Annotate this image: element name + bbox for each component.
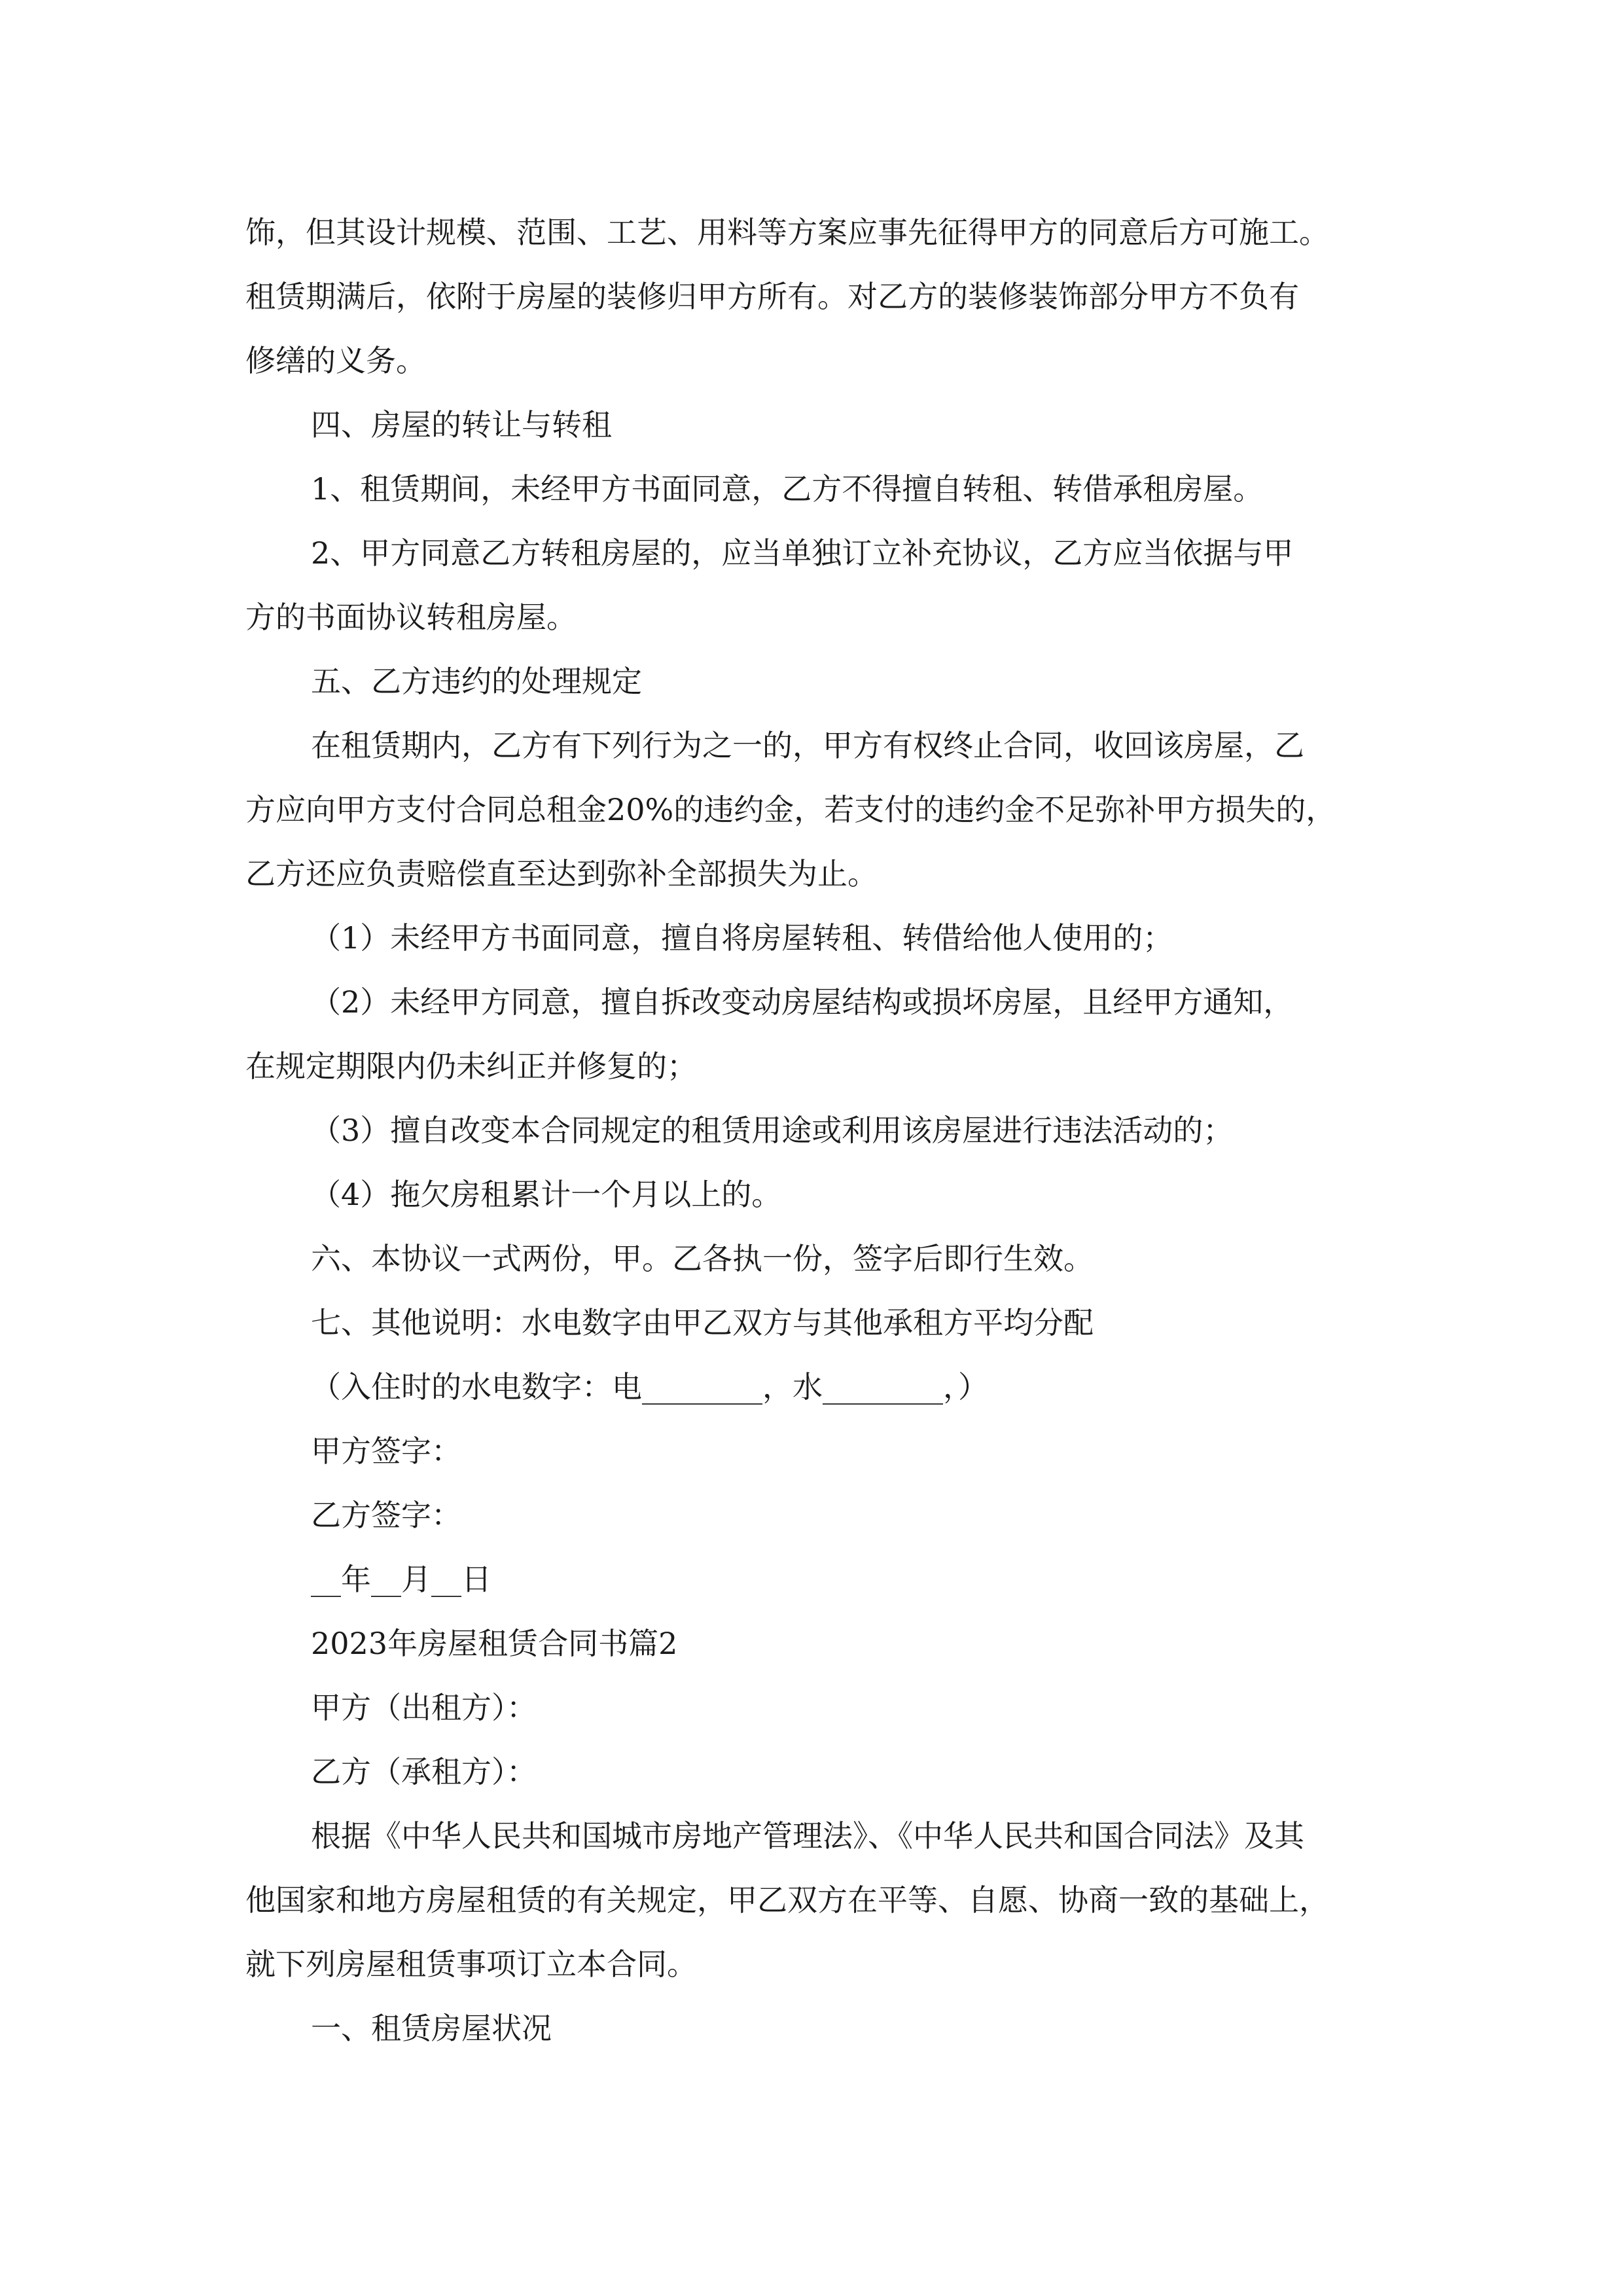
paragraph-line: 方的书面协议转租房屋。: [245, 600, 577, 635]
paragraph-line: 饰，但其设计规模、范围、工艺、用料等方案应事先征得甲方的同意后方可施工。: [245, 215, 1329, 250]
party-b-signature-label: 乙方签字：: [311, 1498, 461, 1533]
paragraph-line: 租赁期满后，依附于房屋的装修归甲方所有。对乙方的装修装饰部分甲方不负有: [245, 279, 1299, 314]
paragraph-line: 在租赁期内，乙方有下列行为之一的，甲方有权终止合同，收回该房屋，乙: [311, 728, 1304, 763]
party-a-signature-label: 甲方签字：: [311, 1433, 461, 1469]
list-item: （2）未经甲方同意，擅自拆改变动房屋结构或损坏房屋，且经甲方通知，: [311, 984, 1294, 1020]
paragraph-line: 1、租赁期间，未经甲方书面同意，乙方不得擅自转租、转借承租房屋。: [311, 471, 1264, 507]
section-heading: 四、房屋的转让与转租: [311, 407, 612, 442]
party-a-label: 甲方（出租方）：: [311, 1690, 537, 1725]
section-heading: 七、其他说明：水电数字由甲乙双方与其他承租方平均分配: [311, 1305, 1094, 1340]
contract-title: 2023年房屋租赁合同书篇2: [311, 1626, 678, 1661]
section-heading: 一、租赁房屋状况: [311, 2011, 552, 2046]
list-item: （4）拖欠房租累计一个月以上的。: [311, 1177, 782, 1212]
meter-reading-line: （入住时的水电数字：电________，水________，）: [311, 1369, 988, 1405]
paragraph-line: 方应向甲方支付合同总租金20%的违约金，若支付的违约金不足弥补甲方损失的，: [245, 792, 1336, 827]
paragraph-line: 修缮的义务。: [245, 343, 426, 378]
date-line: __年__月__日: [311, 1562, 491, 1597]
section-heading: 六、本协议一式两份，甲。乙各执一份，签字后即行生效。: [311, 1241, 1094, 1276]
paragraph-line: 乙方还应负责赔偿直至达到弥补全部损失为止。: [245, 856, 878, 891]
document-page: [245, 200, 1378, 2060]
paragraph-line: 2、甲方同意乙方转租房屋的，应当单独订立补充协议，乙方应当依据与甲: [311, 535, 1294, 571]
paragraph-line: 在规定期限内仍未纠正并修复的；: [245, 1049, 697, 1084]
paragraph-line: 就下列房屋租赁事项订立本合同。: [245, 1946, 697, 1982]
paragraph-line: 根据《中华人民共和国城市房地产管理法》、《中华人民共和国合同法》及其: [311, 1818, 1304, 1854]
list-item: （3）擅自改变本合同规定的租赁用途或利用该房屋进行违法活动的；: [311, 1113, 1234, 1148]
section-heading: 五、乙方违约的处理规定: [311, 664, 642, 699]
paragraph-line: 他国家和地方房屋租赁的有关规定，甲乙双方在平等、自愿、协商一致的基础上，: [245, 1882, 1329, 1918]
list-item: （1）未经甲方书面同意，擅自将房屋转租、转借给他人使用的；: [311, 920, 1173, 956]
party-b-label: 乙方（承租方）：: [311, 1754, 537, 1789]
